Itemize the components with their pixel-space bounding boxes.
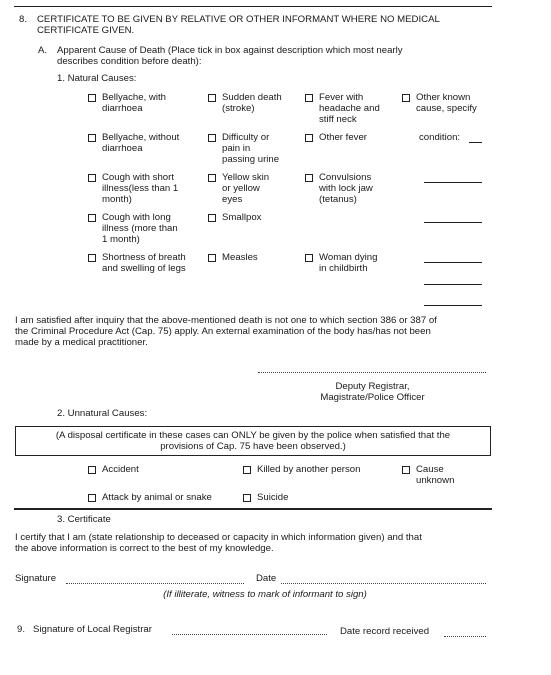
option-cough-long-illness[interactable] <box>88 212 178 245</box>
local-registrar-label: Signature of Local Registrar <box>33 624 152 635</box>
option-woman-dying-in-childbirth[interactable] <box>305 252 377 274</box>
option-label: Fever with headache and stiff neck <box>319 92 380 125</box>
option-yellow-skin[interactable] <box>208 172 269 205</box>
option-label: Bellyache, without diarrhoea <box>102 132 180 154</box>
date-line[interactable] <box>281 583 486 584</box>
option-shortness-of-breath[interactable] <box>88 252 186 274</box>
option-convulsions-tetanus[interactable] <box>305 172 373 205</box>
option-label: Bellyache, with diarrhoea <box>102 92 166 114</box>
checkbox[interactable] <box>208 134 216 142</box>
checkbox[interactable] <box>305 94 313 102</box>
natural-causes-heading: 1. Natural Causes: <box>57 73 137 84</box>
deputy-registrar-label: Deputy Registrar, Magistrate/Police Officer <box>320 381 425 403</box>
checkbox[interactable] <box>208 174 216 182</box>
condition-blank[interactable] <box>469 142 482 143</box>
option-accident[interactable] <box>88 464 139 475</box>
option-label: Yellow skin or yellow eyes <box>222 172 270 205</box>
illiterate-note: (If illiterate, witness to mark of informant to sign) <box>163 589 367 600</box>
option-bellyache-without-diarrhoea[interactable] <box>88 132 179 154</box>
option-label: Other known cause, specify <box>416 92 477 114</box>
section-8-number: 8. <box>19 14 28 25</box>
checkbox[interactable] <box>305 174 313 182</box>
option-label: Difficulty or pain in passing urine <box>222 132 280 165</box>
condition-line-4[interactable] <box>424 284 482 285</box>
condition-line-3[interactable] <box>424 262 482 263</box>
checkbox[interactable] <box>88 466 96 474</box>
certificate-heading: 3. Certificate <box>57 514 111 525</box>
option-label: Killed by another person <box>257 464 361 475</box>
option-label: Suicide <box>257 492 289 503</box>
date-label: Date <box>256 573 277 584</box>
date-record-received-line[interactable] <box>444 636 486 637</box>
option-measles[interactable] <box>208 252 258 263</box>
option-label: Convulsions with lock jaw (tetanus) <box>319 172 373 205</box>
certificate-rule <box>14 508 492 510</box>
option-fever-with-headache[interactable] <box>305 92 380 125</box>
option-label: Other fever <box>319 132 367 143</box>
checkbox[interactable] <box>208 214 216 222</box>
option-sudden-death[interactable] <box>208 92 282 114</box>
section-8-title: CERTIFICATE TO BE GIVEN BY RELATIVE OR OTHER INFORMANT WHERE NO MEDICAL CERTIFICATE GIVEN. <box>37 14 440 36</box>
option-attack-by-animal[interactable] <box>88 492 212 503</box>
checkbox[interactable] <box>88 494 96 502</box>
certify-statement: I certify that I am (state relationship to deceased or capacity in which information given) and that the above information is correct to the best of my knowledge. <box>15 532 422 554</box>
local-registrar-signature-line[interactable] <box>172 634 327 635</box>
checkbox[interactable] <box>88 94 96 102</box>
checkbox[interactable] <box>208 94 216 102</box>
deputy-registrar-signature-line[interactable] <box>258 372 486 373</box>
part-a-text: Apparent Cause of Death (Place tick in box against description which most nearly describes condition before death): <box>57 45 403 67</box>
disposal-notice-text: (A disposal certificate in these cases can ONLY be given by the police when satisfied that the provisions of Cap. 75 have been observed.) <box>55 430 451 452</box>
satisfied-statement: I am satisfied after inquiry that the above-mentioned death is not one to which section 386 or 387 of the Criminal Procedure Act (Cap. 75) apply. An external examination of the body has/has not been made by a medical practitioner. <box>15 315 437 348</box>
option-label: Smallpox <box>222 212 262 223</box>
checkbox[interactable] <box>305 254 313 262</box>
signature-line[interactable] <box>66 583 244 584</box>
checkbox[interactable] <box>243 466 251 474</box>
date-record-received-label: Date record received <box>340 626 430 637</box>
option-label: Measles <box>222 252 258 263</box>
checkbox[interactable] <box>208 254 216 262</box>
part-a-letter: A. <box>38 45 48 56</box>
checkbox[interactable] <box>88 174 96 182</box>
option-label: Cough with long illness (more than 1 month) <box>102 212 178 245</box>
option-cause-unknown[interactable] <box>402 464 454 486</box>
option-label: Attack by animal or snake <box>102 492 212 503</box>
checkbox[interactable] <box>305 134 313 142</box>
option-bellyache-with-diarrhoea[interactable] <box>88 92 166 114</box>
section-9-number: 9. <box>17 624 26 635</box>
option-label: Cause unknown <box>416 464 455 486</box>
option-label: Cough with short illness(less than 1 month) <box>102 172 179 205</box>
option-other-fever[interactable] <box>305 132 367 143</box>
option-label: Shortness of breath and swelling of legs <box>102 252 186 274</box>
top-rule <box>14 6 492 7</box>
option-cough-short-illness[interactable] <box>88 172 178 205</box>
disposal-notice-box <box>15 426 491 456</box>
checkbox[interactable] <box>88 134 96 142</box>
condition-line-1[interactable] <box>424 182 482 183</box>
option-label: Sudden death (stroke) <box>222 92 282 114</box>
option-label: Accident <box>102 464 139 475</box>
option-label: Woman dying in childbirth <box>319 252 378 274</box>
checkbox[interactable] <box>402 466 410 474</box>
option-other-known-cause[interactable] <box>402 92 477 114</box>
checkbox[interactable] <box>88 254 96 262</box>
condition-label: condition: <box>419 132 461 143</box>
unnatural-causes-heading: 2. Unnatural Causes: <box>57 408 148 419</box>
condition-line-5[interactable] <box>424 305 482 306</box>
option-smallpox[interactable] <box>208 212 261 223</box>
option-killed-by-another-person[interactable] <box>243 464 360 475</box>
condition-line-2[interactable] <box>424 222 482 223</box>
checkbox[interactable] <box>243 494 251 502</box>
option-difficulty-passing-urine[interactable] <box>208 132 279 165</box>
option-suicide[interactable] <box>243 492 288 503</box>
checkbox[interactable] <box>88 214 96 222</box>
checkbox[interactable] <box>402 94 410 102</box>
signature-label: Signature <box>15 573 57 584</box>
